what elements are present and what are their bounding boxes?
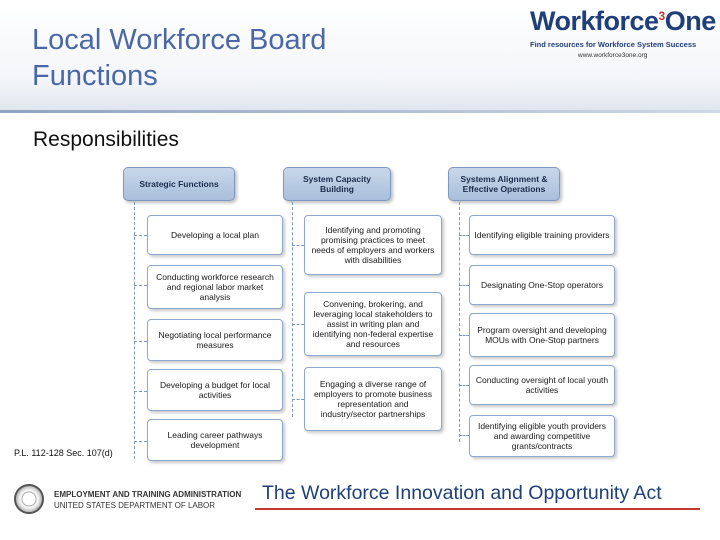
function-box: Developing a budget for local activities — [147, 369, 283, 411]
header-divider — [0, 110, 720, 113]
function-box: Developing a local plan — [147, 215, 283, 255]
connector-line — [134, 441, 147, 442]
department-name: UNITED STATES DEPARTMENT OF LABOR — [54, 501, 216, 510]
legal-citation: P.L. 112-128 Sec. 107(d) — [14, 448, 113, 458]
column-heading-alignment: Systems Alignment & Effective Operations — [448, 167, 560, 201]
connector-line — [134, 285, 147, 286]
slide-title: Local Workforce Board Functions — [32, 24, 327, 92]
logo-url: www.workforce3one.org — [578, 52, 648, 59]
logo-word-1: Workforce — [530, 6, 659, 36]
connector-line — [134, 235, 147, 236]
connector-line — [134, 391, 147, 392]
function-box: Convening, brokering, and leveraging local stakeholders to assist in writing plan and identifying non-federal expertise and resources — [304, 292, 442, 356]
dol-seal-icon — [14, 484, 44, 514]
connector-line — [459, 235, 469, 236]
connector-line — [459, 335, 469, 336]
slide-footer — [0, 470, 720, 540]
connector-line — [459, 435, 469, 436]
column-heading-strategic: Strategic Functions — [123, 167, 235, 201]
connector-line — [134, 341, 147, 342]
connector-line — [459, 202, 460, 442]
function-box: Identifying eligible youth providers and awarding competitive grants/contracts — [469, 415, 615, 457]
logo-word-2: One — [664, 6, 716, 36]
logo-wordmark — [530, 6, 716, 37]
footer-rule — [255, 508, 700, 510]
agency-name: EMPLOYMENT AND TRAINING ADMINISTRATION — [54, 490, 242, 499]
function-box: Leading career pathways development — [147, 419, 283, 461]
connector-line — [292, 324, 304, 325]
connector-line — [292, 399, 304, 400]
responsibilities-diagram — [120, 162, 630, 464]
function-box: Program oversight and developing MOUs with One-Stop partners — [469, 313, 615, 357]
function-box: Conducting oversight of local youth activities — [469, 365, 615, 405]
connector-line — [292, 202, 293, 417]
act-title: The Workforce Innovation and Opportunity Act — [262, 482, 662, 504]
logo-tagline: Find resources for Workforce System Success — [530, 40, 697, 49]
function-box: Negotiating local performance measures — [147, 319, 283, 361]
column-heading-capacity: System Capacity Building — [283, 167, 391, 201]
function-box: Identifying and promoting promising practices to meet needs of employers and workers with disabilities — [304, 215, 442, 275]
workforce3one-logo — [530, 6, 716, 62]
function-box: Identifying eligible training providers — [469, 215, 615, 255]
section-heading: Responsibilities — [33, 128, 179, 151]
connector-line — [134, 202, 135, 459]
function-box: Engaging a diverse range of employers to promote business representation and industry/sector partnerships — [304, 367, 442, 431]
logo-superscript: 3 — [658, 9, 665, 23]
function-box: Designating One-Stop operators — [469, 265, 615, 305]
connector-line — [459, 285, 469, 286]
connector-line — [459, 385, 469, 386]
function-box: Conducting workforce research and regional labor market analysis — [147, 265, 283, 309]
connector-line — [292, 245, 304, 246]
